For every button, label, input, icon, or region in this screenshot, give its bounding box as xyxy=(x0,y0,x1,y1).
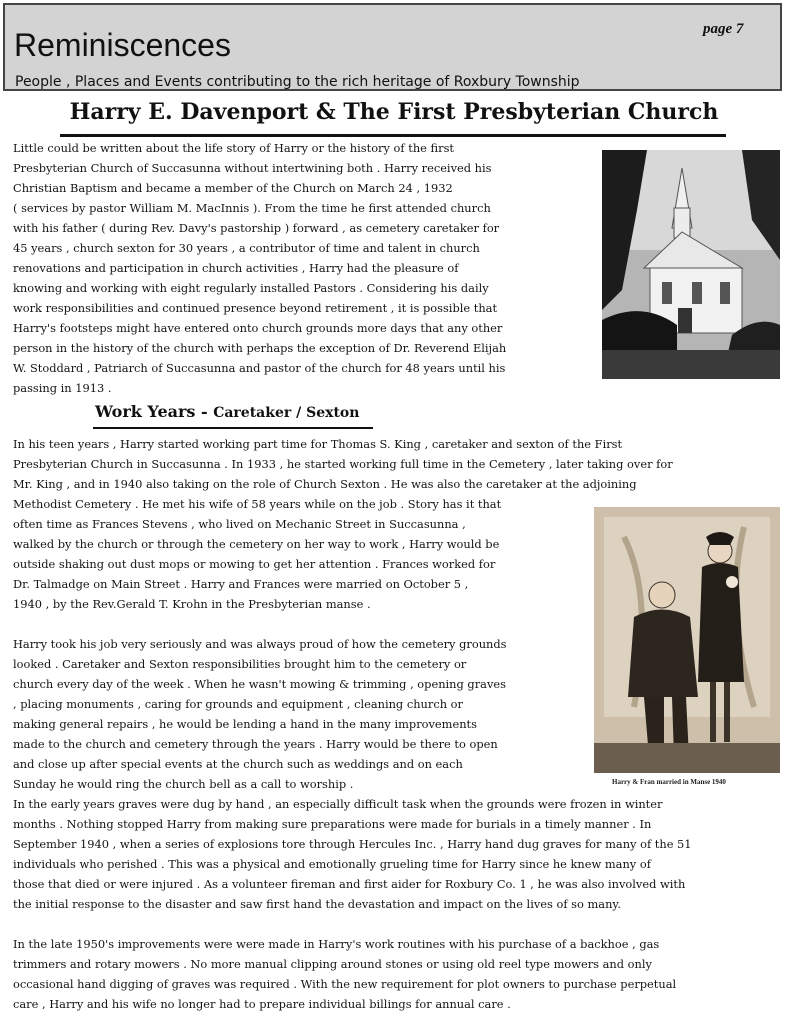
text-line: occasional hand digging of graves was required . With the new requirement for plot owners to purchase perpetual xyxy=(13,977,677,991)
text-line: 1940 , by the Rev.Gerald T. Krohn in the Presbyterian manse . xyxy=(13,597,371,611)
text-line: Harry's footsteps might have entered onto church grounds more days that any other xyxy=(13,321,503,335)
text-line: September 1940 , when a series of explosions tore through Hercules Inc. , Harry hand dug graves for many of the 51 xyxy=(13,837,692,851)
text-line: care , Harry and his wife no longer had to prepare individual billings for annual care . xyxy=(13,997,511,1011)
article-title: Harry E. Davenport & The First Presbyterian Church xyxy=(69,99,719,125)
text-line: renovations and participation in church activities , Harry had the pleasure of xyxy=(13,261,459,275)
text-line: looked . Caretaker and Sexton responsibilities brought him to the cemetery or xyxy=(13,657,467,671)
text-line: often time as Frances Stevens , who lived on Mechanic Street in Succasunna , xyxy=(13,517,466,531)
text-line: work responsibilities and continued presence beyond retirement , it is possible that xyxy=(13,301,498,315)
header-banner xyxy=(3,3,782,91)
text-line: walked by the church or through the cemetery on her way to work , Harry would be xyxy=(13,537,500,551)
section-subtitle: Caretaker / Sexton xyxy=(213,405,360,421)
text-line: with his father ( during Rev. Davy's pastorship ) forward , as cemetery caretaker for xyxy=(13,221,500,235)
text-line: In his teen years , Harry started working part time for Thomas S. King , caretaker and sexton of the First xyxy=(13,437,623,451)
text-line: Mr. King , and in 1940 also taking on the role of Church Sexton . He was also the caretaker at the adjoining xyxy=(13,477,637,491)
text-line: making general repairs , he would be lending a hand in the many improvements xyxy=(13,717,477,731)
text-line: those that died or were injured . As a volunteer fireman and first aider for Roxbury Co. 1 , he was also involved with xyxy=(13,877,686,891)
text-line: made to the church and cemetery through the years . Harry would be there to open xyxy=(13,737,498,751)
text-line: trimmers and rotary mowers . No more manual clipping around stones or using old reel type mowers and only xyxy=(13,957,652,971)
church-illustration xyxy=(602,150,780,379)
photo-caption: Harry & Fran married in Manse 1940 xyxy=(612,778,726,786)
text-line: outside shaking out dust mops or mowing to get her attention . Frances worked for xyxy=(13,557,496,571)
text-line: Harry took his job very seriously and was always proud of how the cemetery grounds xyxy=(13,637,507,651)
title-underline xyxy=(60,134,726,137)
page-number: page 7 xyxy=(703,21,744,37)
couple-illustration xyxy=(594,507,780,773)
text-line: Christian Baptism and became a member of the Church on March 24 , 1932 xyxy=(13,181,453,195)
text-line: person in the history of the church with perhaps the exception of Dr. Reverend Elijah xyxy=(13,341,507,355)
text-line: Presbyterian Church of Succasunna without intertwining both . Harry received his xyxy=(13,161,492,175)
text-line: the initial response to the disaster and saw first hand the devastation and impact on the lives of so many. xyxy=(13,897,621,911)
text-line: Little could be written about the life story of Harry or the history of the first xyxy=(13,141,454,155)
text-line: ( services by pastor William M. MacInnis ). From the time he first attended church xyxy=(13,201,491,215)
text-line: W. Stoddard , Patriarch of Succasunna and pastor of the church for 48 years until his xyxy=(13,361,506,375)
text-line: knowing and working with eight regularly installed Pastors . Considering his daily xyxy=(13,281,489,295)
text-line: church every day of the week . When he wasn't mowing & trimming , opening graves xyxy=(13,677,506,691)
text-line: passing in 1913 . xyxy=(13,381,112,395)
text-line: and close up after special events at the church such as weddings and on each xyxy=(13,757,463,771)
church-photo xyxy=(602,150,780,379)
section-title: Work Years - xyxy=(95,402,214,421)
text-line: In the late 1950's improvements were were made in Harry's work routines with his purchase of a backhoe , gas xyxy=(13,937,660,951)
text-line: 45 years , church sexton for 30 years , a contributor of time and talent in church xyxy=(13,241,480,255)
text-line: , placing monuments , caring for grounds and equipment , cleaning church or xyxy=(13,697,463,711)
masthead-title: Reminiscences xyxy=(14,27,231,63)
text-line: Presbyterian Church in Succasunna . In 1933 , he started working full time in the Cemetery , later taking over for xyxy=(13,457,673,471)
text-line: Sunday he would ring the church bell as a call to worship . xyxy=(13,777,354,791)
masthead-subheading: People , Places and Events contributing to the rich heritage of Roxbury Township xyxy=(15,74,580,90)
text-line: Dr. Talmadge on Main Street . Harry and Frances were married on October 5 , xyxy=(13,577,469,591)
wedding-photo xyxy=(594,507,780,773)
text-line: In the early years graves were dug by hand , an especially difficult task when the grounds were frozen in winter xyxy=(13,797,663,811)
text-line: Methodist Cemetery . He met his wife of 58 years while on the job . Story has it that xyxy=(13,497,502,511)
text-line: months . Nothing stopped Harry from making sure preparations were made for burials in a timely manner . In xyxy=(13,817,652,831)
section-underline xyxy=(93,427,373,429)
text-line: individuals who perished . This was a physical and emotionally grueling time for Harry since he knew many of xyxy=(13,857,651,871)
section-heading xyxy=(95,402,359,421)
